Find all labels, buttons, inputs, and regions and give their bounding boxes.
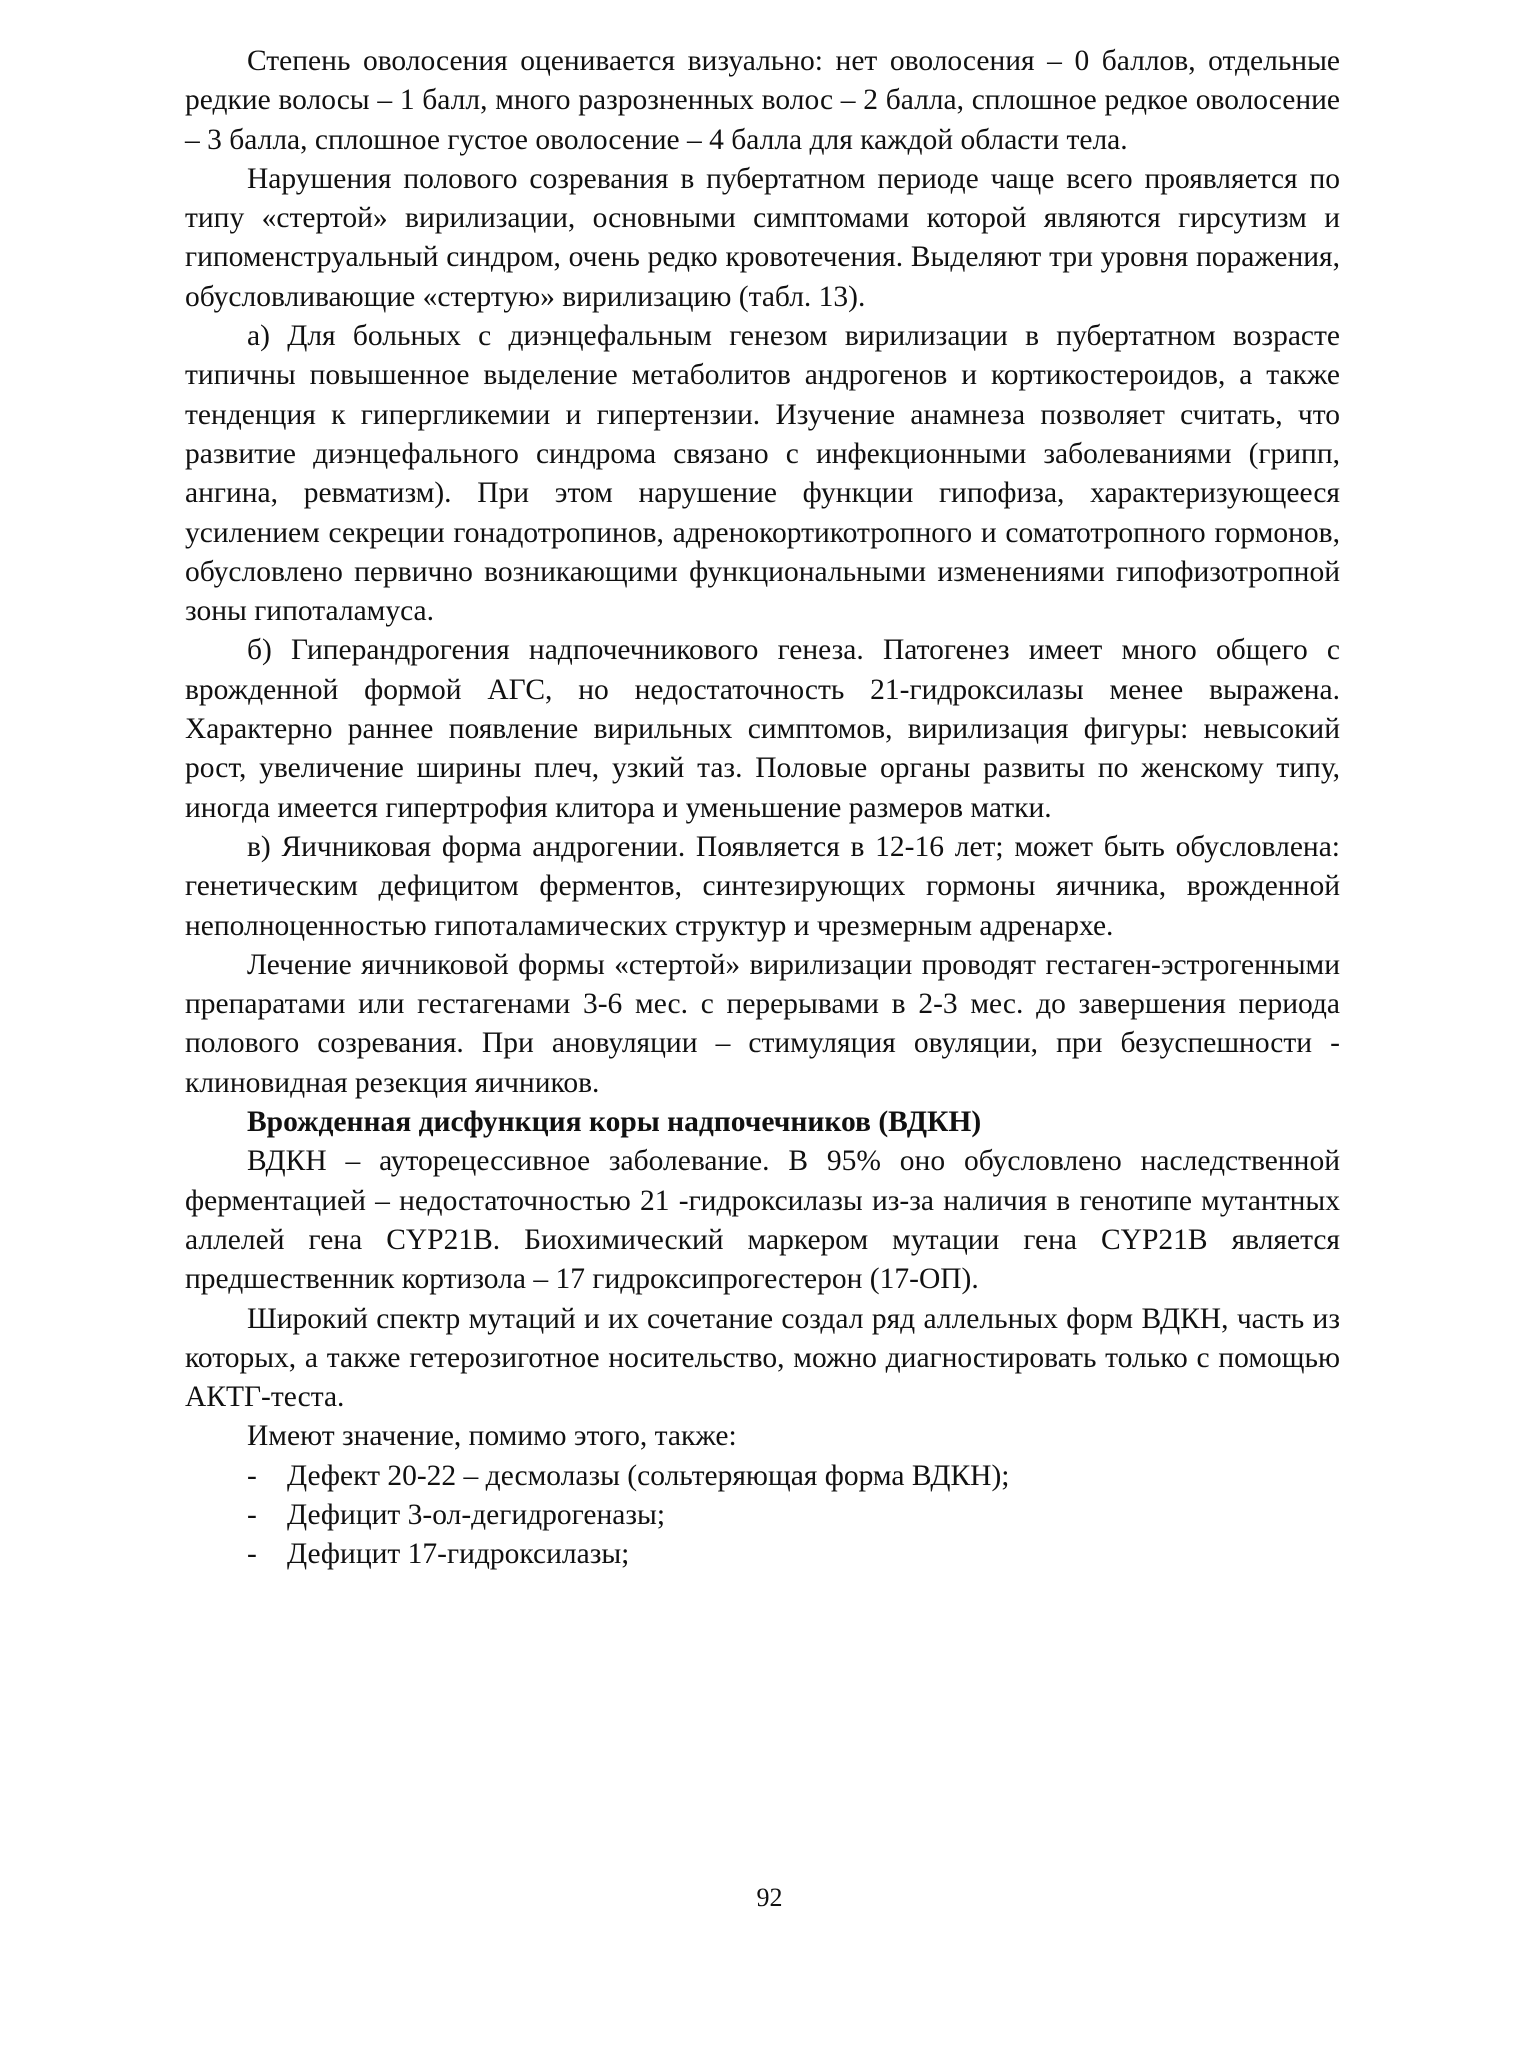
paragraph-vdkn-definition: ВДКН – ауторецессивное заболевание. В 95% оно обусловлено наследственной ферментацией – недостаточностью 21 -гидроксилазы из-за наличия в генотипе мутантных аллелей гена CYP21B. Биохимический маркером мутации гена CYP21B является предшественник кортизола – 17 гидроксипрогестерон (17-ОП).: [185, 1145, 1340, 1296]
paragraph-puberty-disorders: Нарушения полового созревания в пубертатном периоде чаще всего проявляется по типу «стертой» вирилизации, основными симптомами которой являются гирсутизм и гипоменструальный синдром, очень редко кровотечения. Выделяют три уровня поражения, обусловливающие «стертую» вирилизацию (табл. 13).: [185, 162, 1340, 313]
list-bullet: -: [247, 1459, 257, 1492]
list-item-text: Дефект 20-22 – десмолазы (сольтеряющая форма ВДКН);: [287, 1459, 1010, 1492]
list-item: [185, 1457, 1340, 1496]
page-number: 92: [756, 1883, 783, 1912]
paragraph-hair-scoring: Степень оволосения оценивается визуально: нет оволосения – 0 баллов, отдельные редкие волосы – 1 балл, много разрозненных волос – 2 балла, сплошное редкое оволосение – 3 балла, сплошное густое оволосение – 4 балла для каждой области тела.: [185, 45, 1340, 156]
paragraph-treatment: Лечение яичниковой формы «стертой» вирилизации проводят гестаген-эстрогенными препаратами или гестагенами 3-6 мес. с перерывами в 2-3 мес. до завершения периода полового созревания. При ановуляции – стимуляция овуляции, при безуспешности - клиновидная резекция яичников.: [185, 948, 1340, 1099]
paragraph-mutations: Широкий спектр мутаций и их сочетание создал ряд аллельных форм ВДКН, часть из которых, а также гетерозиготное носительство, можно диагностировать только с помощью АКТГ-теста.: [185, 1302, 1340, 1414]
list-item-text: Дефицит 3-ол-дегидрогеназы;: [287, 1498, 666, 1531]
list-item: [185, 1496, 1340, 1535]
paragraph-adrenal: б) Гиперандрогения надпочечникового генеза. Патогенез имеет много общего с врожденной формой АГС, но недостаточность 21-гидроксилазы менее выражена. Характерно раннее появление вирильных симптомов, вирилизация фигуры: невысокий рост, увеличение ширины плеч, узкий таз. Половые органы развиты по женскому типу, иногда имеется гипертрофия клитора и уменьшение размеров матки.: [185, 634, 1340, 824]
list-bullet: -: [247, 1498, 257, 1531]
section-heading: Врожденная дисфункция коры надпочечников (ВДКН): [247, 1106, 982, 1139]
paragraph-diencephalic: а) Для больных с диэнцефальным генезом вирилизации в пубертатном возрасте типичны повышенное выделение метаболитов андрогенов и кортикостероидов, а также тенденция к гипергликемии и гипертензии. Изучение анамнеза позволяет считать, что развитие диэнцефального синдрома связано с инфекционными заболеваниями (грипп, ангина, ревматизм). При этом нарушение функции гипофиза, характеризующееся усилением секреции гонадотропинов, адренокортикотропного и соматотропного гормонов, обусловлено первично возникающими функциональными изменениями гипофизотропной зоны гипоталамуса.: [185, 320, 1340, 628]
paragraph-also-important: Имеют значение, помимо этого, также:: [247, 1420, 737, 1453]
list-bullet: -: [247, 1538, 257, 1571]
deficiency-list: [185, 1457, 1340, 1575]
list-item-text: Дефицит 17-гидроксилазы;: [287, 1538, 630, 1571]
list-item: [185, 1535, 1340, 1574]
page-body: [185, 42, 1340, 1575]
paragraph-ovarian: в) Яичниковая форма андрогении. Появляется в 12-16 лет; может быть обусловлена: генетическим дефицитом ферментов, синтезирующих гормоны яичника, врожденной неполноценностью гипоталамических структур и чрезмерным адренархе.: [185, 830, 1340, 942]
